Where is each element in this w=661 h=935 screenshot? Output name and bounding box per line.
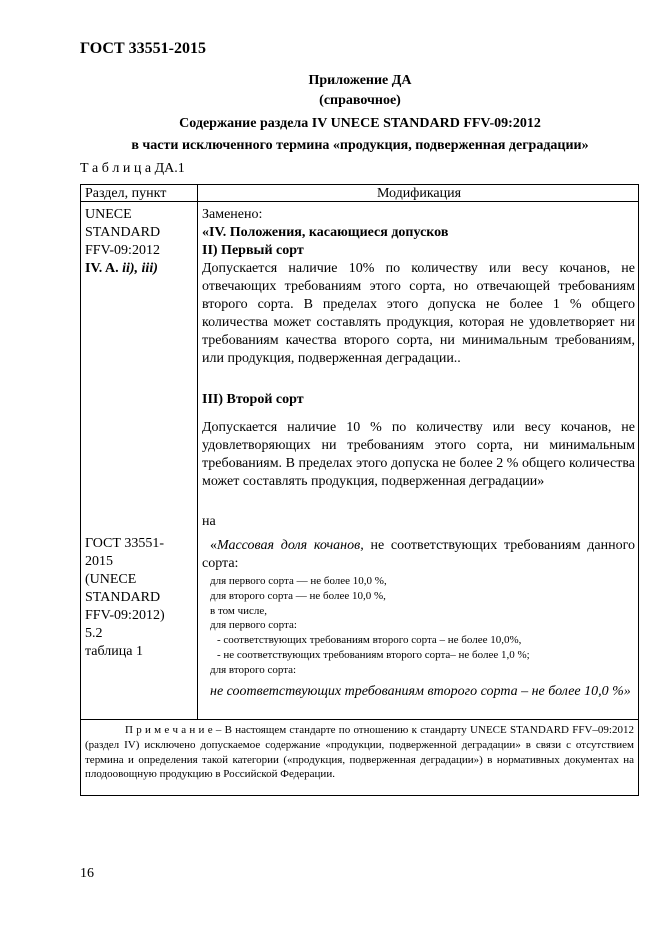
page-number: 16 [80,866,94,881]
modification-table [80,184,639,796]
requirement-line: для первого сорта — не более 10,0 %, [210,575,387,587]
header-modification: Модификация [376,186,462,201]
second-grade-text: Допускается наличие 10 % по количеству или весу кочанов, не удовлетворяющих ни требованиям этого сорта, ни минимальным требованиям. В пределах этого допуска не более 2 % общего количества может составлять продукция, подверженная деградации» [202,420,635,489]
row1-section-line: FFV-09:2012 [85,243,160,258]
header-section: Раздел, пункт [85,186,167,201]
annex-heading-1: Содержание раздела IV UNECE STANDARD FFV-09:2012 [179,116,541,131]
first-grade-heading: II) Первый сорт [202,243,304,258]
requirement-line: для первого сорта: [210,619,297,631]
new-intro [202,537,635,573]
new-intro-italic: Массовая доля кочанов, [217,538,364,553]
column-divider [197,185,198,719]
standard-number: ГОСТ 33551-2015 [80,40,206,57]
annex-kind: (справочное) [319,93,401,108]
row1-section-line: STANDARD [85,225,161,240]
annex-heading-2: в части исключенного термина «продукция, подверженная деградации» [131,138,589,153]
on-label: на [202,514,216,529]
final-requirement: не соответствующих требованиям второго сорта – не более 10,0 %» [210,684,631,699]
requirement-line: для второго сорта — не более 10,0 %, [210,590,386,602]
second-grade-heading: III) Второй сорт [202,392,304,407]
table-note: П р и м е ч а н и е – В настоящем стандарте по отношению к стандарту UNECE STANDARD FFV–09:2012 (раздел IV) исключено допускаемое содержание «продукции, подверженной деградации» в связи с отсутствием термина и определения такой категории («продукция, подверженная деградации») в нормативных документах на плодоовощную продукцию в Российской Федерации. [85,724,634,781]
new-intro-rest: не соответствующих требованиям данного сорта: [202,538,636,571]
table-caption: Т а б л и ц а ДА.1 [80,161,185,176]
row2-section-line: FFV-09:2012) [85,608,165,623]
requirement-line: - не соответствующих требованиям второго сорта– не более 1,0 %; [217,649,530,661]
row2-section-line: STANDARD [85,590,161,605]
row2-section-line: 5.2 [85,626,103,641]
section-title: «IV. Положения, касающиеся допусков [202,225,449,240]
row1-section-line: UNECE [85,207,132,222]
requirement-line: для второго сорта: [210,664,297,676]
requirement-line: в том числе, [210,605,268,617]
row2-section-line: ГОСТ 33551- [85,536,165,551]
row1-section-ref [85,260,158,278]
row2-section-line: (UNECE [85,572,137,587]
new-intro-open-quote: « [210,538,217,553]
note-divider [81,719,638,720]
first-grade-text: Допускается наличие 10% по количеству или весу кочанов, не отвечающих требованиям этого сорта, но отвечающей требованиям второго сорта. В пределах этого допуска не более 1 % общего количества может составлять продукция, которая не удовлетворяет ни требованиям качества второго сорта, ни минимальным требованиям, или продукция, подверженная деградации.. [202,261,635,366]
annex-title: Приложение ДА [308,73,412,88]
replaced-label: Заменено: [202,207,263,222]
row2-section-line: 2015 [85,554,113,569]
requirement-line: - соответствующих требованиям второго сорта – не более 10,0%, [217,634,522,646]
row1-section-ref-clause: IV. A. [85,261,119,276]
row1-section-ref-items: ii), iii) [122,261,158,276]
row2-section-line: таблица 1 [85,644,143,659]
